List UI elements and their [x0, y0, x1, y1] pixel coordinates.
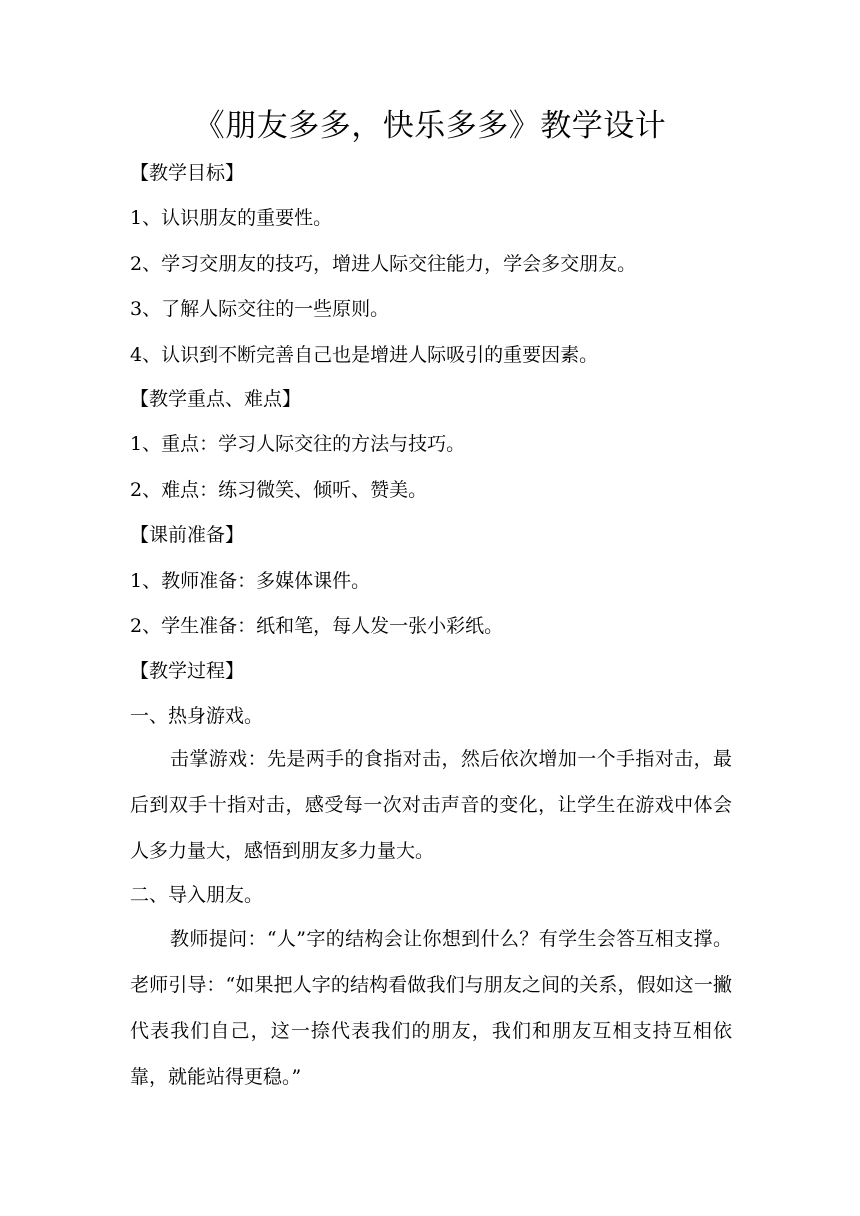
prep-item-2: 2、学生准备：纸和笔，每人发一张小彩纸。 — [130, 615, 504, 637]
key-point-2: 2、难点：练习微笑、倾听、赞美。 — [130, 479, 428, 501]
goal-item-4: 4、认识到不断完善自己也是增进人际吸引的重要因素。 — [130, 344, 599, 366]
goal-item-1: 1、认识朋友的重要性。 — [130, 207, 333, 229]
section-heading-preparation: 【课前准备】 — [130, 524, 245, 546]
prep-item-1: 1、教师准备：多媒体课件。 — [130, 570, 371, 592]
section-heading-process: 【教学过程】 — [130, 660, 245, 682]
step-1-heading: 一、热身游戏。 — [130, 705, 264, 727]
step-2-body: 教师提问：“人”字的结构会让你想到什么？有学生会答互相支撑。老师引导：“如果把人字的结构看做我们与朋友之间的关系，假如这一撇代表我们自己，这一捺代表我们的朋友，我们和朋友互相支持互相依靠，就能站得更稳。” — [130, 928, 732, 1088]
step-1-body: 击掌游戏：先是两手的食指对击，然后依次增加一个手指对击，最后到双手十指对击，感受每一次对击声音的变化，让学生在游戏中体会人多力量大，感悟到朋友多力量大。 — [130, 748, 732, 862]
goal-item-3: 3、了解人际交往的一些原则。 — [130, 298, 390, 320]
document-title: 《朋友多多，快乐多多》教学设计 — [193, 108, 667, 144]
goal-item-2: 2、学习交朋友的技巧，增进人际交往能力，学会多交朋友。 — [130, 253, 637, 275]
section-heading-key-points: 【教学重点、难点】 — [130, 388, 302, 410]
key-point-1: 1、重点：学习人际交往的方法与技巧。 — [130, 433, 466, 455]
section-heading-goals: 【教学目标】 — [130, 162, 245, 184]
step-2-heading: 二、导入朋友。 — [130, 884, 264, 906]
